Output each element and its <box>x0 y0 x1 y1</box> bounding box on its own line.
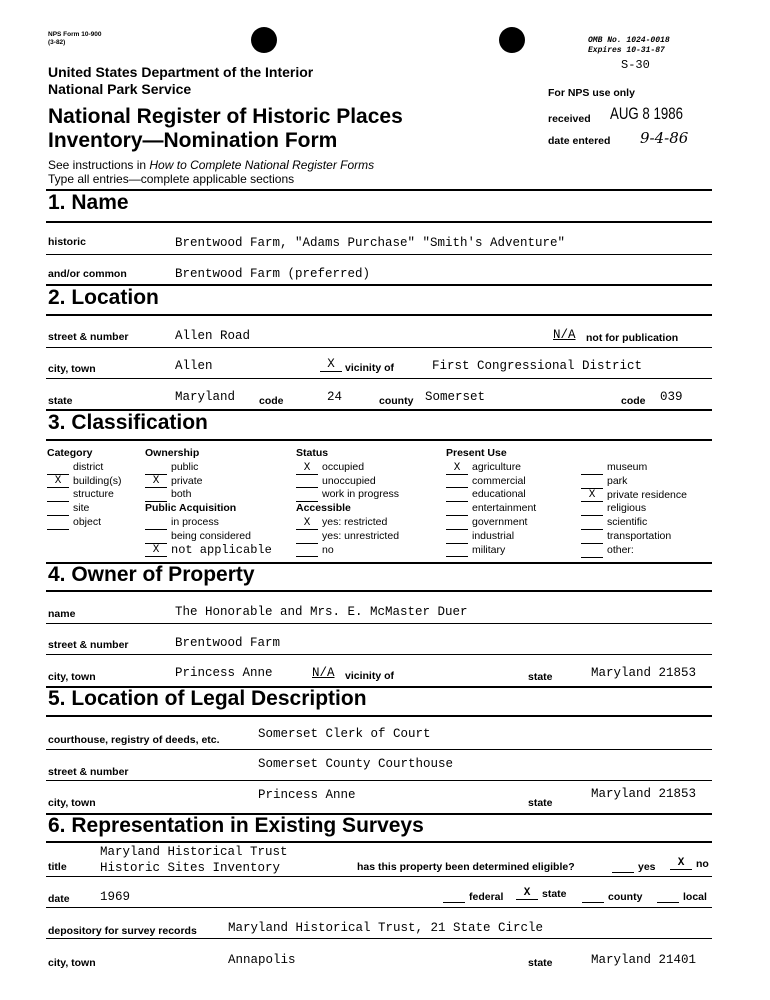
form-title-line1: National Register of Historic Places <box>48 105 403 128</box>
owner-city-label: city, town <box>48 671 96 683</box>
checkbox-row <box>296 488 399 502</box>
nfp-label: not for publication <box>586 332 679 344</box>
checkbox-label: building(s) <box>73 474 122 487</box>
omb-expires: Expires 10-31-87 <box>588 46 665 55</box>
form-id: NPS Form 10-900 <box>48 31 102 38</box>
owner-vicinity-label: vicinity of <box>345 670 395 682</box>
checkbox-label: public <box>171 460 199 473</box>
checkbox-row <box>145 475 272 489</box>
checkbox-label: private residence <box>607 488 687 501</box>
checkbox-row <box>581 530 687 544</box>
checkbox-label: unoccupied <box>322 474 376 487</box>
section-6-heading: 6. Representation in Existing Surveys <box>48 814 424 837</box>
owner-city-value: Princess Anne <box>175 666 273 680</box>
checkbox-row <box>581 544 687 558</box>
status-column <box>296 447 399 557</box>
checkbox-label: military <box>472 543 506 556</box>
checkbox-mark[interactable]: X <box>296 463 318 475</box>
owner-name-label: name <box>48 608 76 620</box>
checkbox-mark[interactable] <box>47 529 69 530</box>
rule <box>46 715 712 717</box>
checkbox-label: not applicable <box>171 542 272 557</box>
courthouse-value: Somerset Clerk of Court <box>258 727 431 741</box>
punch-hole-right <box>499 27 525 53</box>
checkbox-mark[interactable]: X <box>145 476 167 488</box>
checkbox-label: scientific <box>607 516 648 529</box>
nfp-mark: N/A <box>553 328 576 342</box>
checkbox-mark[interactable] <box>581 557 603 558</box>
section-4-heading: 4. Owner of Property <box>48 563 255 586</box>
owner-vicinity-mark: N/A <box>312 666 335 680</box>
received-stamp: AUG 8 1986 <box>610 104 683 123</box>
checkbox-label: object <box>73 515 102 528</box>
file-code: S-30 <box>621 58 650 72</box>
rule <box>46 841 712 843</box>
rule <box>46 654 712 655</box>
state-checkbox[interactable]: X <box>516 888 538 900</box>
checkbox-label: other: <box>607 543 634 556</box>
checkbox-row <box>47 516 121 530</box>
checkbox-label: structure <box>73 488 114 501</box>
rule <box>46 623 712 624</box>
level-county <box>582 891 642 903</box>
checkbox-row <box>581 516 687 530</box>
section-1-heading: 1. Name <box>48 191 129 214</box>
checkbox-row <box>47 502 121 516</box>
instructions-line2: Type all entries—complete applicable sections <box>48 172 295 186</box>
historic-label: historic <box>48 236 86 248</box>
survey-city-value: Annapolis <box>228 953 296 967</box>
street-label: street & number <box>48 331 129 343</box>
ownership-column <box>145 447 272 557</box>
rule <box>46 780 712 781</box>
checkbox-label: yes: unrestricted <box>322 529 400 542</box>
district-value: First Congressional District <box>432 359 643 373</box>
punch-hole-left <box>251 27 277 53</box>
date-entered-value: 9-4-86 <box>640 129 689 147</box>
checkbox-label: no <box>322 543 334 556</box>
state-value: Maryland <box>175 390 236 404</box>
eligible-no-label: no <box>696 858 709 870</box>
checkbox-row <box>145 530 272 544</box>
level-local <box>657 891 707 903</box>
present-use-column-2 <box>581 461 687 558</box>
present-use-heading: Present Use <box>446 447 507 459</box>
checkbox-label: work in progress <box>322 488 400 501</box>
checkbox-mark[interactable] <box>446 556 468 557</box>
checkbox-row <box>446 530 536 544</box>
owner-state-label: state <box>528 671 553 683</box>
local-label: local <box>683 891 707 903</box>
checkbox-label: museum <box>607 461 648 473</box>
checkbox-label: industrial <box>472 529 515 542</box>
survey-title-label: title <box>48 861 67 873</box>
checkbox-mark[interactable]: X <box>145 545 167 557</box>
rule <box>46 749 712 750</box>
checkbox-row <box>581 475 687 489</box>
eligible-question: has this property been determined eligible? <box>357 861 575 873</box>
nps-use-only: For NPS use only <box>548 87 635 99</box>
checkbox-row <box>296 516 399 530</box>
survey-date-label: date <box>48 893 70 905</box>
rule <box>46 254 712 255</box>
rule <box>46 378 712 379</box>
code2-label: code <box>621 395 646 407</box>
section-3-heading: 3. Classification <box>48 411 208 434</box>
accessible-heading: Accessible <box>296 502 351 515</box>
checkbox-row <box>446 488 536 502</box>
county-value: Somerset <box>425 390 486 404</box>
courthouse-label: courthouse, registry of deeds, etc. <box>48 734 220 746</box>
checkbox-row <box>296 461 399 475</box>
county-label: county <box>379 395 414 407</box>
checkbox-row <box>581 502 687 516</box>
service: National Park Service <box>48 81 192 97</box>
form-revision: (3-82) <box>48 39 66 46</box>
status-heading: Status <box>296 447 329 459</box>
checkbox-row <box>47 488 121 502</box>
level-state <box>516 888 567 900</box>
rule <box>46 938 712 939</box>
checkbox-row <box>145 516 272 530</box>
survey-state-label: state <box>528 957 553 969</box>
code2-value: 039 <box>660 390 683 404</box>
checkbox-row <box>296 530 399 544</box>
code-label: code <box>259 395 284 407</box>
eligible-yes <box>612 861 656 873</box>
local-checkbox[interactable] <box>657 902 679 903</box>
checkbox-mark[interactable]: X <box>581 490 603 502</box>
department: United States Department of the Interior <box>48 64 314 80</box>
checkbox-row <box>446 475 536 489</box>
checkbox-mark[interactable] <box>296 556 318 557</box>
checkbox-label: commercial <box>472 474 526 487</box>
owner-street-value: Brentwood Farm <box>175 636 281 650</box>
checkbox-row <box>581 461 687 475</box>
survey-title-line1: Maryland Historical Trust <box>100 845 288 859</box>
checkbox-label: park <box>607 474 628 487</box>
legal-street-label: street & number <box>48 766 129 778</box>
federal-label: federal <box>469 891 504 903</box>
rule <box>46 314 712 316</box>
checkbox-label: site <box>73 502 90 515</box>
checkbox-label: yes: restricted <box>322 515 388 528</box>
legal-street-value: Somerset County Courthouse <box>258 757 454 771</box>
checkbox-label: entertainment <box>472 502 537 515</box>
checkbox-label: agriculture <box>472 460 522 473</box>
vicinity-label: vicinity of <box>345 362 395 374</box>
depository-value: Maryland Historical Trust, 21 State Circle <box>228 921 544 935</box>
checkbox-label: transportation <box>607 529 672 542</box>
checkbox-mark[interactable]: X <box>296 518 318 530</box>
checkbox-label: district <box>73 460 104 473</box>
vicinity-mark: X <box>320 358 342 372</box>
checkbox-label: in process <box>171 515 219 528</box>
category-column <box>47 447 121 530</box>
rule <box>46 221 712 223</box>
eligible-no-checkbox[interactable]: X <box>670 858 692 870</box>
owner-state-value: Maryland 21853 <box>591 666 697 680</box>
checkbox-row <box>296 475 399 489</box>
checkbox-mark[interactable]: X <box>47 476 69 488</box>
checkbox-row <box>296 544 399 558</box>
checkbox-label: government <box>472 515 528 528</box>
eligible-yes-label: yes <box>638 861 656 873</box>
owner-name-value: The Honorable and Mrs. E. McMaster Duer <box>175 605 468 619</box>
present-use-column-1 <box>446 447 536 557</box>
checkbox-row <box>446 461 536 475</box>
checkbox-label: religious <box>607 502 647 515</box>
legal-city-value: Princess Anne <box>258 788 356 802</box>
checkbox-row <box>47 475 121 489</box>
street-value: Allen Road <box>175 329 251 343</box>
instructions-line1: See instructions in How to Complete National Register Forms <box>48 158 375 172</box>
eligible-no <box>670 858 709 870</box>
checkbox-row <box>446 502 536 516</box>
checkbox-row <box>145 461 272 475</box>
public-acquisition-heading: Public Acquisition <box>145 502 237 515</box>
date-entered-label: date entered <box>548 135 611 147</box>
checkbox-label: educational <box>472 488 526 501</box>
section-5-heading: 5. Location of Legal Description <box>48 687 367 710</box>
depository-label: depository for survey records <box>48 925 197 937</box>
survey-city-label: city, town <box>48 957 96 969</box>
received-label: received <box>548 113 591 125</box>
owner-street-label: street & number <box>48 639 129 651</box>
legal-city-label: city, town <box>48 797 96 809</box>
county-checkbox[interactable] <box>582 902 604 903</box>
checkbox-row <box>446 516 536 530</box>
survey-state-value: Maryland 21401 <box>591 953 697 967</box>
rule <box>46 347 712 348</box>
omb-number: OMB No. 1024-0018 <box>588 36 670 45</box>
city-label: city, town <box>48 363 96 375</box>
checkbox-row <box>145 488 272 502</box>
rule <box>46 907 712 908</box>
level-federal <box>443 891 503 903</box>
checkbox-row <box>47 461 121 475</box>
state-label: state <box>48 395 73 407</box>
eligible-yes-checkbox[interactable] <box>612 872 634 873</box>
historic-value: Brentwood Farm, "Adams Purchase" "Smith's Adventure" <box>175 236 566 250</box>
common-value: Brentwood Farm (preferred) <box>175 267 371 281</box>
checkbox-label: being considered <box>171 529 251 542</box>
common-label: and/or common <box>48 268 127 280</box>
survey-date-value: 1969 <box>100 890 131 904</box>
checkbox-row <box>145 544 272 558</box>
survey-title-line2: Historic Sites Inventory <box>100 861 281 875</box>
section-2-heading: 2. Location <box>48 286 159 309</box>
checkbox-label: private <box>171 474 203 487</box>
form-title-line2: Inventory—Nomination Form <box>48 129 338 152</box>
county-level-label: county <box>608 891 643 903</box>
city-value: Allen <box>175 359 213 373</box>
rule <box>46 189 712 191</box>
rule <box>46 876 712 877</box>
rule <box>46 439 712 441</box>
checkbox-mark[interactable]: X <box>446 463 468 475</box>
checkbox-label: occupied <box>322 460 365 473</box>
federal-checkbox[interactable] <box>443 902 465 903</box>
code-value: 24 <box>327 390 343 404</box>
checkbox-row <box>446 544 536 558</box>
state-level-label: state <box>542 888 567 900</box>
category-heading: Category <box>47 447 93 459</box>
checkbox-row <box>581 489 687 503</box>
legal-state-value: Maryland 21853 <box>591 787 697 801</box>
ownership-heading: Ownership <box>145 447 200 459</box>
rule <box>46 590 712 592</box>
checkbox-label: both <box>171 488 192 501</box>
legal-state-label: state <box>528 797 553 809</box>
